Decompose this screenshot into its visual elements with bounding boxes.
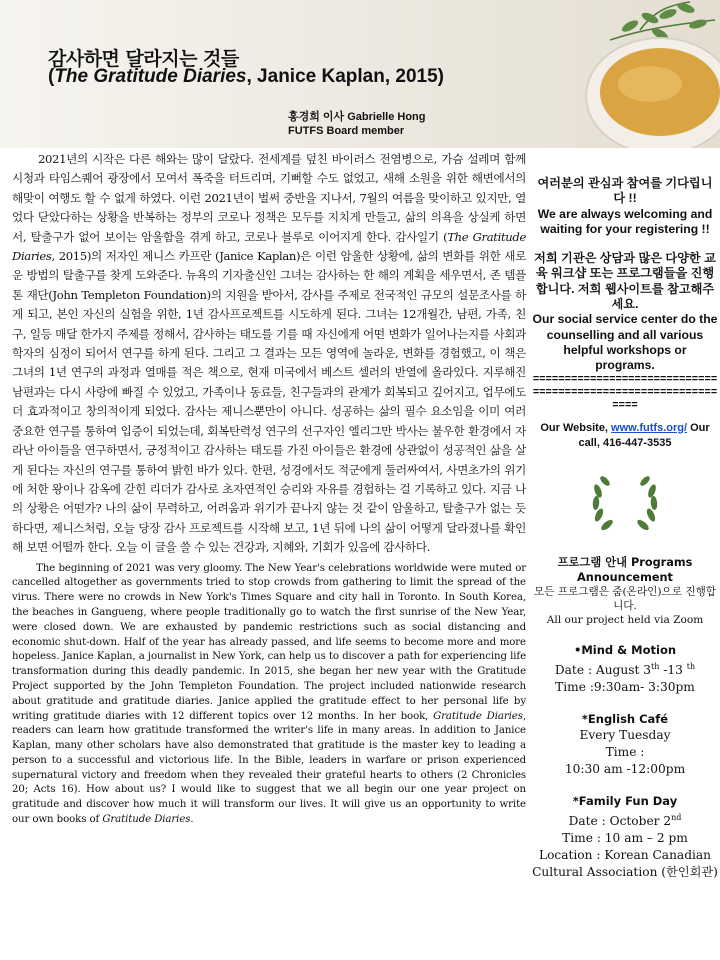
event-english-cafe-title: *English Café [581, 711, 669, 726]
article-english: The beginning of 2021 was very gloomy. The New Year's celebrations worldwide were muted or cancelled altogether as governments tried to stop crowds from gathering to limit the spread of the virus. There were no crowds in New York's Times Square and city hall in Toronto. In South Korea, the beaches in Gangueng, where people traditionally go to watch the first sunrise of the New Year, were closed down. We are exhausted by pandemic restrictions such as social distancing and economic shut-down. Half of the year has already passed, and life seems to become more and more hopeless. Janice Kaplan, a journalist in New York, can help us to discover a path for experiencing life transformation during this deadly pandemic. In 2015, she began her new year with the Gratitude Project supported by the John Templeton Foundation. The project included nationwide research about gratitude and gratitude diaries. Janice applied the gratitude effect to her personal life by writing gratitude diaries with 12 different topics over 12 months. In her book, Gratitude Diaries, readers can learn how gratitude transformed the writer's life in many areas. In addition to Janice Kaplan, many other scholars have also demonstrated that gratitude is the master key to leading a person to a successful and victorious life. In the Bible, leaders in warfare or prison experienced supernatural victory and freedom when they revealed their grateful hearts to others (2 Chronicles 20; Acts 16). How about us? I would like to suggest that we all begin our one year project on gratitude and discover how much it will transform our lives. It will give us an opportunity to write our own books of Gratitude Diaries. [12, 562, 526, 826]
event-english-cafe-time: 10:30 am -12:00pm [564, 761, 686, 776]
title-book: The Gratitude Diaries [54, 66, 247, 87]
event-english-cafe-time-label: Time : [605, 744, 645, 759]
title-korean: 감사하면 달라지는 것들 [48, 48, 239, 70]
welcome-en: We are always welcoming and waiting for your registering !! [537, 206, 713, 236]
sidebar [532, 160, 718, 960]
event-family-fun-time: Time : 10 am – 2 pm [562, 830, 688, 845]
byline-role: FUTFS Board member [288, 125, 405, 137]
divider: ============================================================== [532, 373, 718, 412]
center-ko: 저희 기관은 상담과 많은 다양한 교육 워크샵 또는 프로그램들을 진행합니다. 저희 웹사이트를 참고해주세요. [534, 251, 716, 312]
en-book-title-2: Gratitude Diaries [102, 814, 191, 826]
programs-note-en: All our project held via Zoom [546, 613, 704, 626]
en-book-title: Gratitude Diaries [433, 710, 523, 722]
event-mind-motion-time: Time :9:30am- 3:30pm [555, 679, 695, 694]
tea-cup-icon [490, 0, 720, 148]
event-mind-motion-title: •Mind & Motion [573, 642, 677, 657]
ko-book-title: The Gratitude Diaries [12, 229, 526, 264]
programs-note-ko: 모든 프로그램은 줌(온라인)으로 진행합니다. [533, 585, 717, 612]
article-korean: 2021년의 시작은 다른 해와는 많이 달랐다. 전세계를 덮친 바이러스 전염병으로, 가슴 설레며 함께 시청과 타임스퀘어 광장에서 모여서 폭죽을 터트리며, 기뻐할 수도 없었고, 새해 소원을 위한 해변에서의 해맞이 여행도 할 수 없게 하였다. 이런 2021년이 벌써 중반을 지나서, 7월의 여름을 맞이하고 있지만, 열었다 닫았다하는 상황을 반복하는 정부의 코로나 정책은 모두를 지치게 만들고, 삶의 의욕을 상실케 하면서, 탈출구가 없어 보이는 암울함을 겪게 하고, 코로나 블루로 이어지게 한다. 감사일기 (The Gratitude Diaries, 2015)의 저자인 제니스 카프란 (Janice Kaplan)은 이런 암울한 상황에, 삶의 변화를 위한 새로운 방법의 탈출구를 찾게 도와준다. 뉴욕의 기자출신인 그녀는 감사하는 한 해의 계획을 세우면서, 존 템플톤 재단(John Templeton Foundation)의 지원을 받아서, 감사를 주제로 전국적인 규모의 설문조사를 하게 되고, 본인 자신의 실험을 위한, 1년 감사프로젝트를 시도하게 된다. 그녀는 12개월간, 남편, 가족, 친구, 일등 매달 한가지 주제를 정해서, 감사하는 태도를 기를 때 자신에게 어떤 변화가 일어나는지를 사회과학자의 심정이 되어서 연구를 하게 된다. 그리고 그 결과는 모든 영역에 놀라운, 변화를 경험했고, 이 책은 그녀의 1년 연구의 과정과 열매를 적은 책으로, 현재 미국에서 베스트 셀러의 반열에 올라있다. 지루해진 남편과는 다시 사랑에 빠질 수 있었고, 가족이나 동료들, 친구들과의 관계가 회복되고 깊어지고, 업무에도 더 효과적이고 창의적이게 되었다. 감사는 제니스뿐만이 아니다. 성공하는 삶의 필수 요소임을 이미 여러 중요한 연구를 통하여 입증이 되었는데, 회복탄력성 연구의 선구자인 엘리그만 박사는 불우한 환경에서 자라난 아이들을 연구하면서, 긍정적이고 감사하는 태도를 가진 아이들은 환경에 상관없이 성공적인 삶을 살게 된다는 자신의 연구를 통하여 밝힌 바가 있다. 한편, 성경에서도 적군에게 둘러싸여서, 사면초가의 위기에 처한 왕이나 감옥에 갇힌 리더가 감사로 초자연적인 승리와 자유를 경험하는 걸 기록하고 있다. 지금 나의 상황은 어떤가? 나의 삶이 무력하고, 어려움과 위기가 끝나지 않는 것 같이 암울하고, 탈출구가 없는 듯하다면, 제니스처럼, 오늘 당장 감사 프로젝트를 시작해 보고, 1년 뒤에 나의 삶이 어떻게 달라졌나를 확인해 보면 어떨까 한다. 오늘 이 글을 쓸 수 있는 건강과, 지혜와, 기회가 있음에 감사하다. [12, 152, 526, 555]
event-family-fun-location: Location : Korean Canadian Cultural Association (한인회관) [532, 847, 718, 879]
laurel-wreath-icon [585, 473, 665, 537]
website-link[interactable]: www.futfs.org/ [611, 421, 688, 434]
event-family-fun-title: *Family Fun Day [572, 793, 678, 808]
programs-title: 프로그램 안내 Programs Announcement [557, 555, 693, 584]
header-banner [0, 0, 720, 148]
welcome-ko: 여러분의 관심과 참여를 기다립니다 !! [537, 176, 713, 206]
center-en: Our social service center do the counselling and all various helpful workshops or programs. [532, 312, 718, 373]
event-family-fun-date: Date : October 2nd [568, 812, 682, 828]
title-english: (The Gratitude Diaries, Janice Kaplan, 2015) [48, 66, 444, 87]
event-mind-motion-date: Date : August 3th -13 $^{th}$ [554, 661, 696, 677]
contact: Our Website, www.futfs.org/ Our call, 416-447-3535 [540, 421, 710, 449]
byline [288, 110, 448, 138]
article-body [6, 148, 530, 960]
byline-name: 홍경희 이사 Gabrielle Hong [288, 111, 426, 123]
event-english-cafe-when: Every Tuesday [579, 727, 671, 742]
